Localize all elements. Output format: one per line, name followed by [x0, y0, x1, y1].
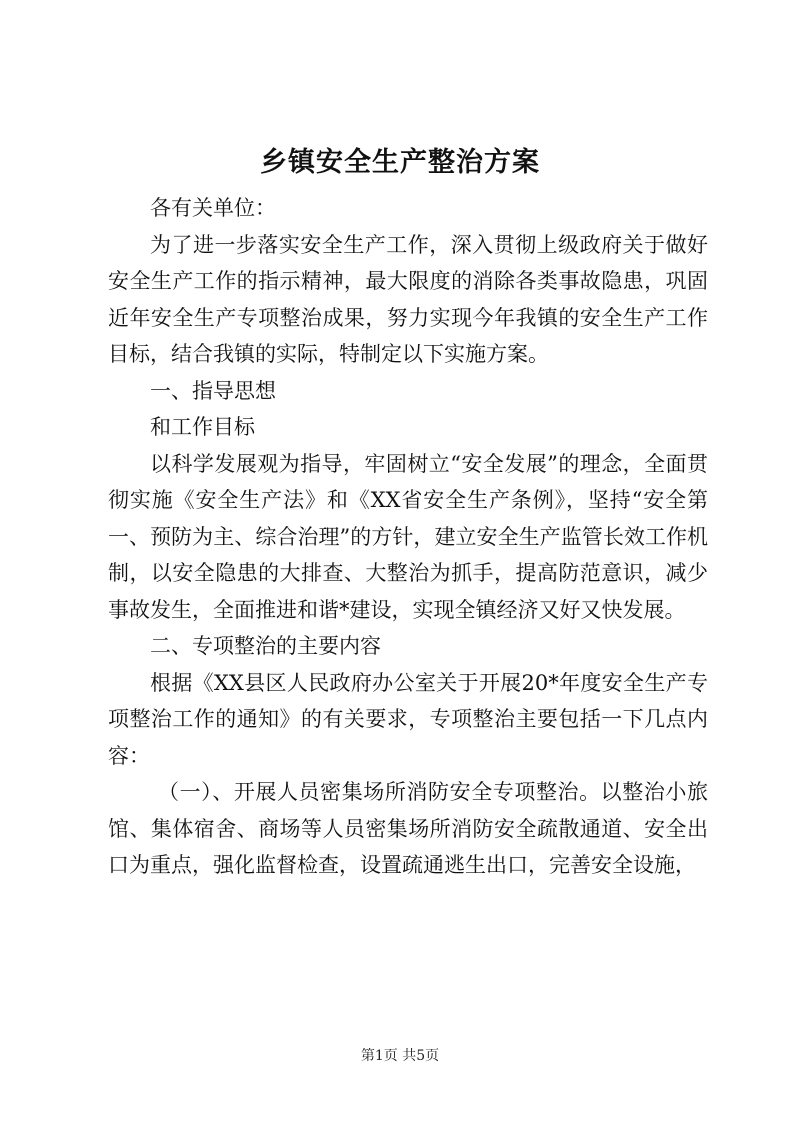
section-heading-1: 一、指导思想: [150, 378, 276, 403]
page-number-footer: 第1页 共5页: [360, 1048, 440, 1064]
paragraph-guiding-thought: 以科学发展观为指导，牢固树立“安全发展”的理念，全面贯彻实施《安全生产法》和《XX省安全生产条例》，坚持“安全第一、预防为主、综合治理”的方针，建立安全生产监管长效工作机制，以安全隐患的大排查、大整治为抓手，提高防范意识，减少事故发生，全面推进和谐*建设，实现全镇经济又好又快发展。: [108, 451, 708, 622]
paragraph-salutation: 各有关单位：: [150, 196, 276, 220]
section-heading-2: 二、专项整治的主要内容: [150, 634, 381, 658]
document-title: 乡镇安全生产整治方案: [260, 147, 540, 178]
paragraph-main-content: 根据《XX县区人民政府办公室关于开展20*年度安全生产专项整治工作的通知》的有关要求，专项整治主要包括一下几点内容：: [108, 670, 708, 768]
paragraph-intro: 为了进一步落实安全生产工作，深入贯彻上级政府关于做好安全生产工作的指示精神，最大限度的消除各类事故隐患，巩固近年安全生产专项整治成果，努力实现今年我镇的安全生产工作目标，结合我镇的实际，特制定以下实施方案。: [108, 232, 708, 366]
paragraph-item-1: （一）、开展人员密集场所消防安全专项整治。以整治小旅馆、集体宿舍、商场等人员密集场所消防安全疏散通道、安全出口为重点，强化监督检查，设置疏通逃生出口，完善安全设施，: [108, 780, 708, 877]
document-body: [108, 190, 708, 884]
section-heading-1-continued: 和工作目标: [150, 415, 255, 439]
